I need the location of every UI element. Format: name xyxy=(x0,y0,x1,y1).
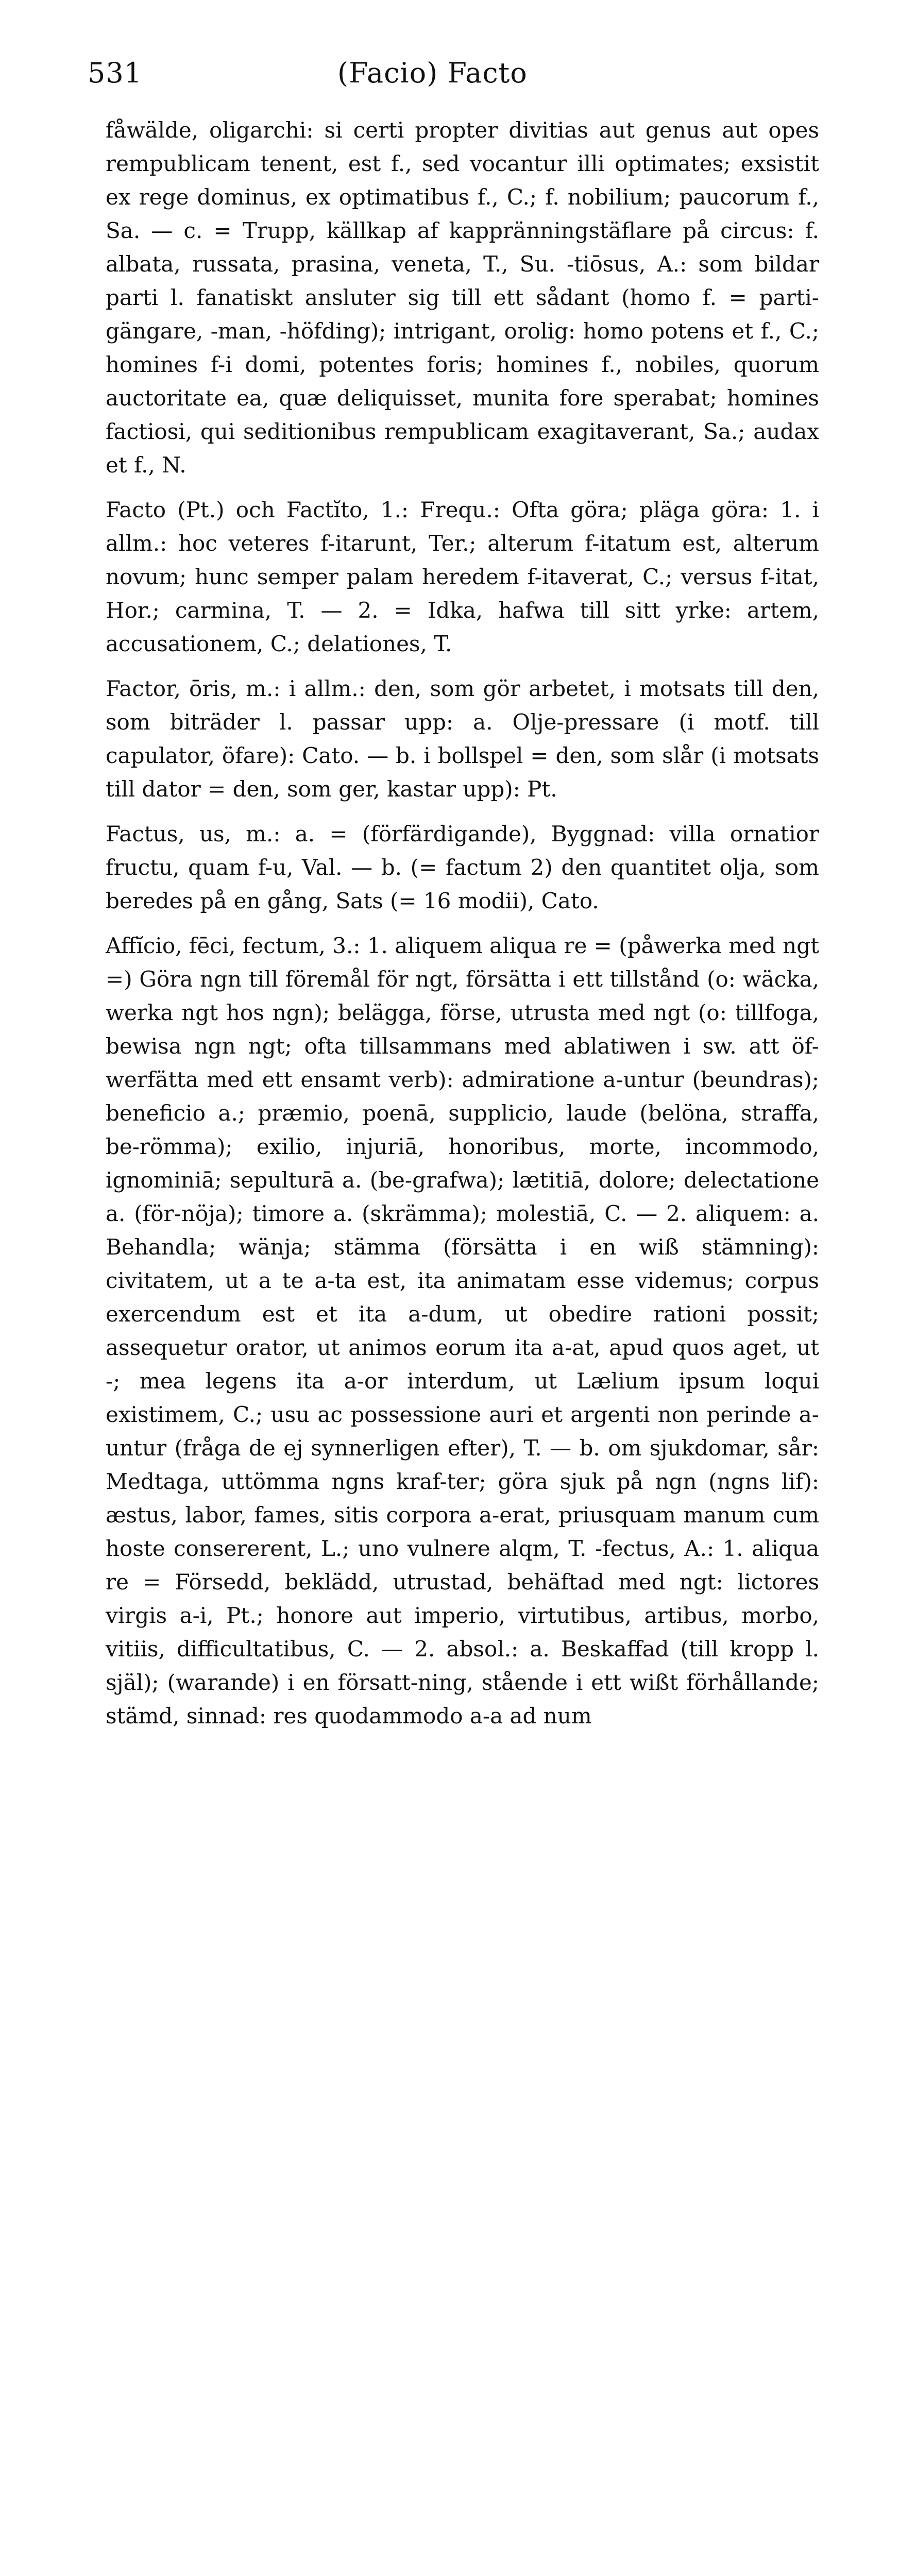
page-number: 531 xyxy=(88,57,143,89)
dictionary-column xyxy=(106,113,819,1744)
entry-factio-continuation: fåwälde, oligarchi: si certi propter divitias aut genus aut opes rempublicam tenent, est f., sed vocantur illi optimates; exsistit ex rege dominus, ex optimatibus f., C.; f. nobilium; paucorum f., Sa. — c. = Trupp, källkap af kappränningstäflare på circus: f. albata, russata, prasina, veneta, T., Su. -tiōsus, A.: som bildar parti l. fanatiskt ansluter sig till ett sådant (homo f. = parti-gängare, -man, -höfding); intrigant, orolig: homo potens et f., C.; homines f-i domi, potentes foris; homines f., nobiles, quorum auctoritate ea, quæ deliquisset, munita fore sperabat; homines factiosi, qui seditionibus rempublicam exagitaverant, Sa.; audax et f., N. xyxy=(106,117,819,478)
entry-afficio: Affĭcio, fēci, fectum, 3.: 1. aliquem aliqua re = (påwerka med ngt =) Göra ngn till föremål för ngt, försätta i ett tillstånd (o: wäcka, werka ngt hos ngn); belägga, förse, utrusta med ngt (o: tillfoga, bewisa ngn ngt; ofta tillsammans med ablatiwen i sw. att öf-werfätta med ett ensamt verb): admiratione a-untur (beundras); beneficio a.; præmio, poenā, supplicio, laude (belöna, straffa, be-römma); exilio, injuriā, honoribus, morte, incommodo, ignominiā; sepulturā a. (be-grafwa); lætitiā, dolore; delectatione a. (för-nöja); timore a. (skrämma); molestiā, C. — 2. aliquem: a. Behandla; wänja; stämma (försätta i en wiß stämning): civitatem, ut a te a-ta est, ita animatam esse videmus; corpus exercendum est et ita a-dum, ut obedire rationi possit; assequetur orator, ut animos eorum ita a-at, apud quos aget, ut -; mea legens ita a-or interdum, ut Lælium ipsum loqui existimem, C.; usu ac possessione auri et argenti non perinde a-untur (fråga de ej synnerligen efter), T. — b. om sjukdomar, sår: Medtaga, uttömma ngns kraf-ter; göra sjuk på ngn (ngns lif): æstus, labor, fames, sitis corpora a-erat, priusquam manum cum hoste consererent, L.; uno vulnere alqm, T. -fectus, A.: 1. aliqua re = Försedd, beklädd, utrustad, behäftad med ngt: lictores virgis a-i, Pt.; honore aut imperio, virtutibus, artibus, morbo, vitiis, difficultatibus, C. — 2. absol.: a. Beskaffad (till kropp l. själ); (warande) i en försatt-ning, stående i ett wißt förhållande; stämd, sinnad: res quodammodo a-a ad num xyxy=(106,933,819,1728)
running-head: (Facio) Facto xyxy=(337,57,528,89)
entry-facto: Facto (Pt.) och Factĭto, 1.: Frequ.: Ofta göra; pläga göra: 1. i allm.: hoc veteres f-itarunt, Ter.; alterum f-itatum est, alterum novum; hunc semper palam heredem f-itaverat, C.; versus f-itat, Hor.; carmina, T. — 2. = Idka, hafwa till sitt yrke: artem, accusationem, C.; delationes, T. xyxy=(106,497,819,656)
entry-factus: Factus, us, m.: a. = (förfärdigande), Byggnad: villa ornatior fructu, quam f-u, Val. — b. (= factum 2) den quantitet olja, som beredes på en gång, Sats (= 16 modii), Cato. xyxy=(106,821,819,913)
page-header xyxy=(88,52,819,113)
entry-factor: Factor, ōris, m.: i allm.: den, som gör arbetet, i motsats till den, som biträder l. passar upp: a. Olje-pressare (i motf. till capulator, öfare): Cato. — b. i bollspel = den, som slår (i motsats till dator = den, som ger, kastar upp): Pt. xyxy=(106,676,819,802)
